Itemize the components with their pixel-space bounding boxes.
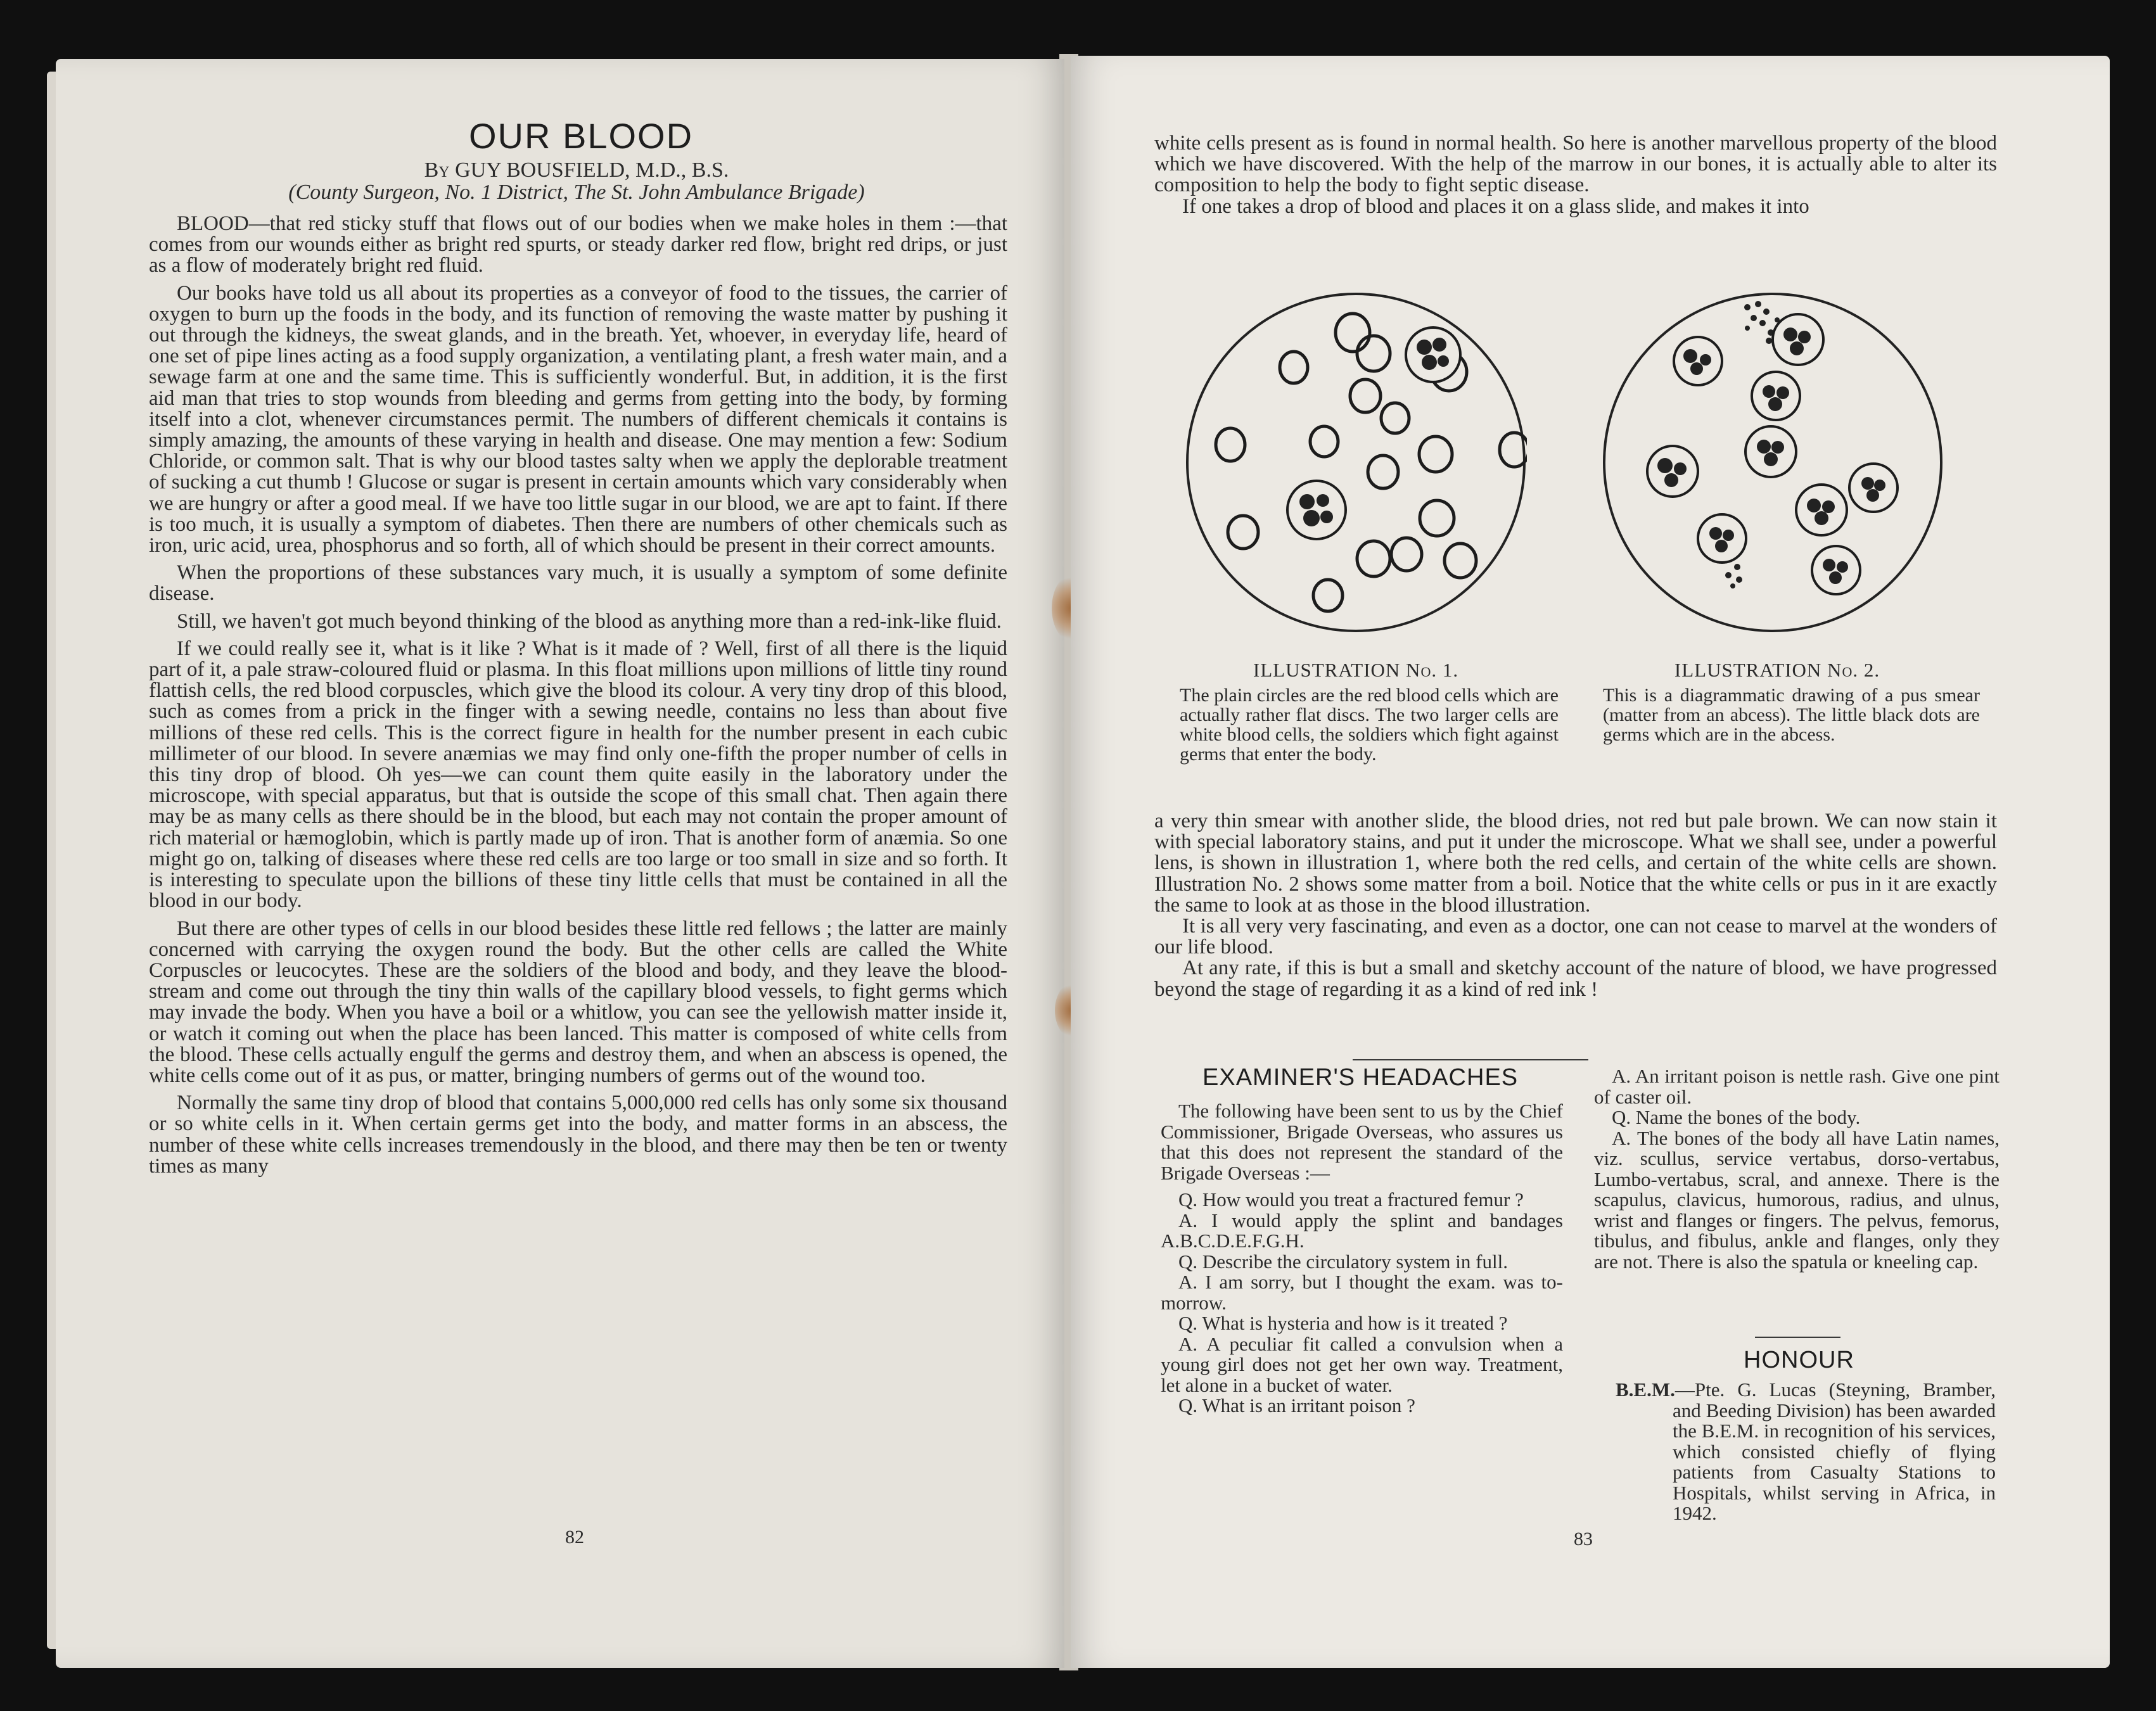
section-divider [1353, 1059, 1588, 1060]
illustration-1-drawing [1185, 272, 1527, 652]
paragraph: But there are other types of cells in our blood besides these little red fellows ; the latter are mainly concerned with carrying the oxygen round the body. But the other cells are called the White Corpuscles or leucocytes. These are the soldiers of the blood and body, and they leave the blood-stream and come out through the tiny thin walls of the capillary blood vessels, to fight germs which may invade the body. When you have a boil or a whitlow, you can see the yellowish matter inside it, or watch it coming out when the place has been lanced. This matter is composed of white cells from the blood. These cells actually engulf the germs and destroy them, and when an abscess is opened, the white cells come out of it as pus, or matter, bringing numbers of germs out of the wound too. [149, 917, 1007, 1087]
examiner-intro: The following have been sent to us by the Chief Commissioner, Brigade Overseas, who assures us that this does not represent the standard of the Brigade Overseas :— [1161, 1100, 1563, 1184]
honour-paragraph [1616, 1380, 1996, 1524]
article-title: OUR BLOOD [469, 116, 694, 156]
paragraph: When the proportions of these substances vary much, it is usually a symptom of some definite disease. [149, 561, 1007, 606]
qa-item: Q. Describe the circulatory system in full. [1178, 1250, 1508, 1273]
qa-item: Q. How would you treat a fractured femur ? [1178, 1188, 1524, 1211]
examiner-left-column [1161, 1101, 1563, 1416]
qa-item: A. An irritant poison is nettle rash. Give one pint of caster oil. [1594, 1065, 2000, 1108]
paragraph: Our books have told us all about its properties as a conveyor of food to the tissues, the carrier of oxygen to burn up the foods in the body, and its function of removing the waste matter by pushing it out through the kidneys, the sweat glands, and in the breath. Yet, whoever, in everyday life, heard of one set of pipe lines acting as a food supply organization, a ventilating plant, a fresh water main, and a sewage farm at one and the same time. This is sufficiently wonderful. But, in addition, it is the first aid man that tries to stop wounds from bleeding and germs from getting into the body, by forming itself into a clot, whenever circumstances permit. The numbers of different chemicals it contains is simply amazing, the amounts of these varying in health and disease. One may mention a few: Sodium Chloride, or common salt. That is why our blood tastes salty when we apply the deplorable treatment of sucking a cut thumb ! Glucose or sugar is present in certain amounts which vary considerably when we are hungry or after a good meal. If we have too little sugar in our blood, we are apt to faint. If there is too much, it is usually a symptom of diabetes. Then there are numbers of other chemicals such as iron, uric acid, urea, phosphorus and so forth, all of which should be present in their correct amounts. [149, 281, 1007, 557]
qa-item: A. I would apply the splint and bandages A.B.C.D.E.F.G.H. [1161, 1209, 1563, 1252]
qa-item: Q. What is an irritant poison ? [1178, 1394, 1415, 1416]
paragraph: Normally the same tiny drop of blood that contains 5,000,000 red cells has only some six thousand or so white cells in it. When certain germs get into the body, and matter forms in an abscess, the number of these white cells increases tremendously in the blood, and there may then be ten or twenty times as many [149, 1091, 1007, 1178]
article-continuation [1154, 811, 1997, 1000]
paragraph: If one takes a drop of blood and places it on a glass slide, and makes it into [1182, 194, 1809, 218]
paragraph: It is all very very fascinating, and even as a doctor, one can not cease to marvel at the wonders of our life blood. [1154, 915, 1997, 959]
paragraph: Still, we haven't got much beyond thinking of the blood as anything more than a red-ink-like fluid. [177, 609, 1002, 633]
author-affiliation: (County Surgeon, No. 1 District, The St. John Ambulance Brigade) [288, 181, 865, 204]
intro-text [1154, 133, 1997, 217]
examiner-heading: EXAMINER'S HEADACHES [1202, 1064, 1519, 1091]
page-number-right: 83 [1574, 1529, 1593, 1549]
page-number-left: 82 [565, 1527, 584, 1548]
byline: By GUY BOUSFIELD, M.D., B.S. [424, 158, 729, 182]
qa-item: A. I am sorry, but I thought the exam. was to-morrow. [1161, 1271, 1563, 1314]
illustration-1-heading: ILLUSTRATION No. 1. [1253, 659, 1459, 681]
honour-label: B.E.M. [1616, 1378, 1675, 1401]
paragraph: BLOOD—that red sticky stuff that flows out of our bodies when we make holes in them :—that comes from our wounds either as bright red spurts, or steady darker red flow, bright red drips, or just as a flow of moderately bright red fluid. [149, 212, 1007, 277]
honour-body: —Pte. G. Lucas (Steyning, Bramber, and Beeding Division) has been awarded the B.E.M. in recognition of his services, which consisted chiefly of flying patients from Casualty Stations to Hospitals, whilst serving in Africa, in 1942. [1673, 1378, 1996, 1524]
honour-text [1616, 1380, 1996, 1524]
paragraph: If we could really see it, what is it like ? What is it made of ? Well, first of all there is the liquid part of it, a pale straw-coloured fluid or plasma. In this float millions upon millions of little tiny round flattish cells, the red blood corpuscles, which give the blood its colour. A very tiny drop of this blood, such as comes from a prick in the finger with a sewing needle, contains no less than about five millions of these red cells. This is the correct figure in health for the number present in each cubic millimeter of our blood. In severe anæmias we may find only one-fifth the proper number of cells in this tiny drop of blood. Oh yes—we can count them quite easily in the laboratory under the microscope, with special apparatus, but that is outside the scope of this small chat. Then again there may be as many cells as there should be in the blood, but each may not contain the proper amount of rich material or hæmoglobin, which is partly made up of iron. That is another form of anæmia. So one might go on, talking of diseases where these red cells are too large or too small in size and so forth. It is interesting to speculate upon the billions of these tiny little cells that must be contained in all the blood in our body. [149, 637, 1007, 913]
paragraph: white cells present as is found in normal health. So here is another marvellous property of the blood which we have discovered. With the help of the marrow in our bones, it is actually able to alter its composition to help the body to fight septic disease. [1154, 132, 1997, 197]
paragraph: At any rate, if this is but a small and sketchy account of the nature of blood, we have progressed beyond the stage of regarding it as a kind of red ink ! [1154, 957, 1997, 1001]
qa-item: A. The bones of the body all have Latin names, viz. scullus, service vertabus, dorso-vertabus, Lumbo-vertabus, scral, and annexe. There is the scapulus, clavicus, humorous, radius, and ulnus, wrist and flanges or fingers. The pelvus, femorus, tibulus, and fibulus, ankle and flanges, only they are not. There is also the spatula or kneeling cap. [1594, 1126, 2000, 1273]
qa-item: A. A peculiar fit called a convulsion when a young girl does not get her own way. Treatment, let alone in a bucket of water. [1161, 1332, 1563, 1396]
qa-item: Q. What is hysteria and how is it treated ? [1178, 1312, 1508, 1334]
paragraph: a very thin smear with another slide, the blood dries, not red but pale brown. We can now stain it with special laboratory stains, and put it under the microscope. What we shall see, under a powerful lens, is shown in illustration 1, where both the red cells, and certain of the white cells are shown. Illustration No. 2 shows some matter from a boil. Notice that the white cells or pus in it are exactly the same to look at as those in the blood illustration. [1154, 810, 1997, 917]
section-divider [1755, 1337, 1840, 1338]
illustration-1-caption: The plain circles are the red blood cells which are actually rather flat discs. The two larger cells are white blood cells, the soldiers which fight against germs that enter the body. [1180, 685, 1559, 765]
illustration-2-caption: This is a diagrammatic drawing of a pus smear (matter from an abcess). The little black dots are germs which are in the abcess. [1603, 685, 1980, 745]
illustration-2-drawing [1597, 272, 1951, 652]
illustration-2-heading: ILLUSTRATION No. 2. [1674, 659, 1880, 681]
qa-item: Q. Name the bones of the body. [1612, 1106, 1861, 1128]
examiner-right-column [1594, 1066, 2000, 1272]
honour-heading: HONOUR [1744, 1347, 1854, 1373]
article-body [149, 213, 1007, 1177]
